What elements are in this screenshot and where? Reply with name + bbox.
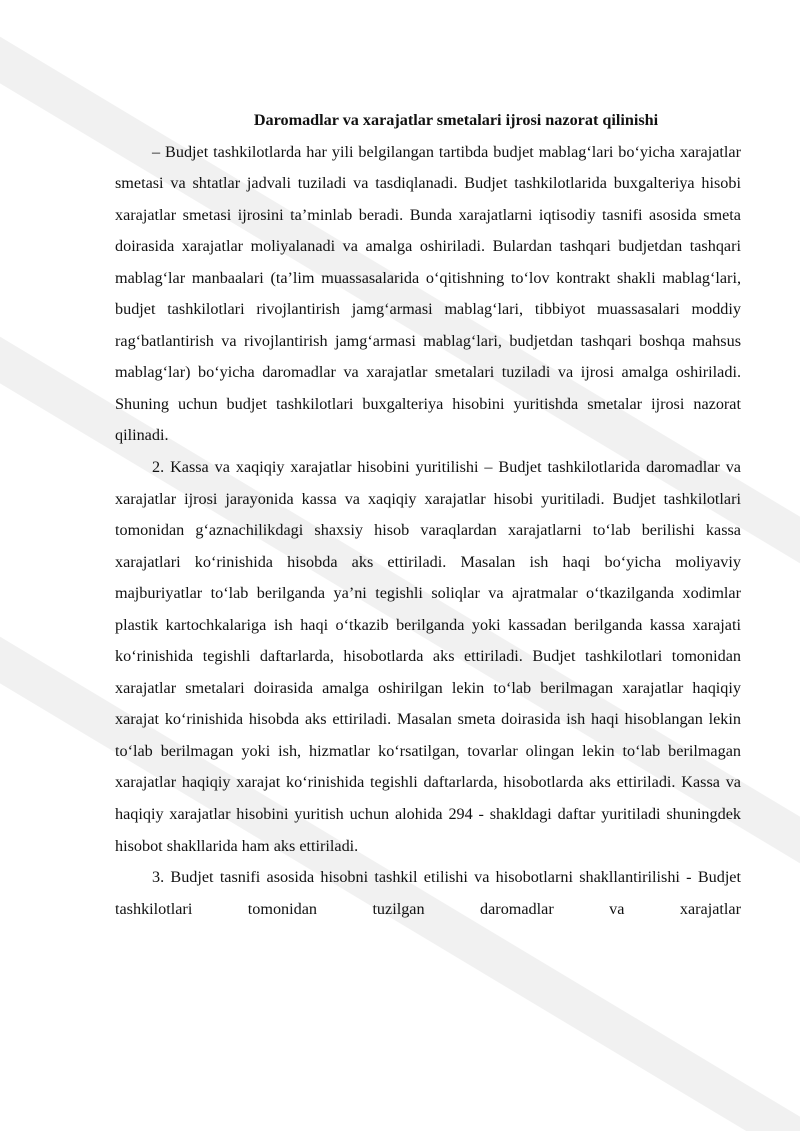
document-page [115,105,741,925]
paragraph-2: 2. Kassa va xaqiqiy xarajatlar hisobini yuritilishi – Budjet tashkilotlarida daromadlar va xarajatlar ijrosi jarayonida kassa va xaqiqiy xarajatlar hisobi yuritiladi. Budjet tashkilotlari tomonidan g‘aznachilikdagi shaxsiy hisob varaqlardan xarajatlarni to‘lab berilishi kassa xarajatlari ko‘rinishida hisobda aks ettiriladi. Masalan ish haqi bo‘yicha moliyaviy majburiyatlar to‘lab berilganda ya’ni tegishli soliqlar va ajratmalar o‘tkazilganda xodimlar plastik kartochkalariga ish haqi o‘tkazib berilganda yoki kassadan berilganda kassa xarajati ko‘rinishida tegishli daftarlarda, hisobotlarda aks ettiriladi. Budjet tashkilotlari tomonidan xarajatlar smetalari doirasida amalga oshirilgan lekin to‘lab berilmagan xarajatlar haqiqiy xarajat ko‘rinishida hisobda aks ettiriladi. Masalan smeta doirasida ish haqi hisoblangan lekin to‘lab berilmagan yoki ish, hizmatlar ko‘rsatilgan, tovarlar olingan lekin to‘lab berilmagan xarajatlar haqiqiy xarajat ko‘rinishida tegishli daftarlarda, hisobotlarda aks ettiriladi. Kassa va haqiqiy xarajatlar hisobini yuritish uchun alohida 294 - shakldagi daftar yuritiladi shuningdek hisobot shakllarida ham aks ettiriladi. [115,458,741,855]
paragraph-3: 3. Budjet tasnifi asosida hisobni tashkil etilishi va hisobotlarni shakllantirilishi - Budjet tashkilotlari tomonidan tuzilgan daromadlar va xarajatlar [115,868,741,918]
paragraph-1: – Budjet tashkilotlarda har yili belgilangan tartibda budjet mablag‘lari bo‘yicha xarajatlar smetasi va shtatlar jadvali tuziladi va tasdiqlanadi. Budjet tashkilotlarida buxgalteriya hisobi xarajatlar smetasi ijrosini ta’minlab beradi. Bunda xarajatlarni iqtisodiy tasnifi asosida smeta doirasida xarajatlar moliyalanadi va amalga oshiriladi. Bulardan tashqari budjetdan tashqari mablag‘lar manbaalari (ta’lim muassasalarida o‘qitishning to‘lov kontrakt shakli mablag‘lari, budjet tashkilotlari rivojlantirish jamg‘armasi mablag‘lari, tibbiyot muassasalari moddiy rag‘batlantirish va rivojlantirish jamg‘armasi mablag‘lari, budjetdan tashqari boshqa mahsus mablag‘lar) bo‘yicha daromadlar va xarajatlar smetalari tuziladi va ijrosi amalga oshiriladi. Shuning uchun budjet tashkilotlari buxgalteriya hisobini yuritishda smetalar ijrosi nazorat qilinadi. [115,142,741,445]
document-title: Daromadlar va xarajatlar smetalari ijrosi nazorat qilinishi [253,111,659,129]
